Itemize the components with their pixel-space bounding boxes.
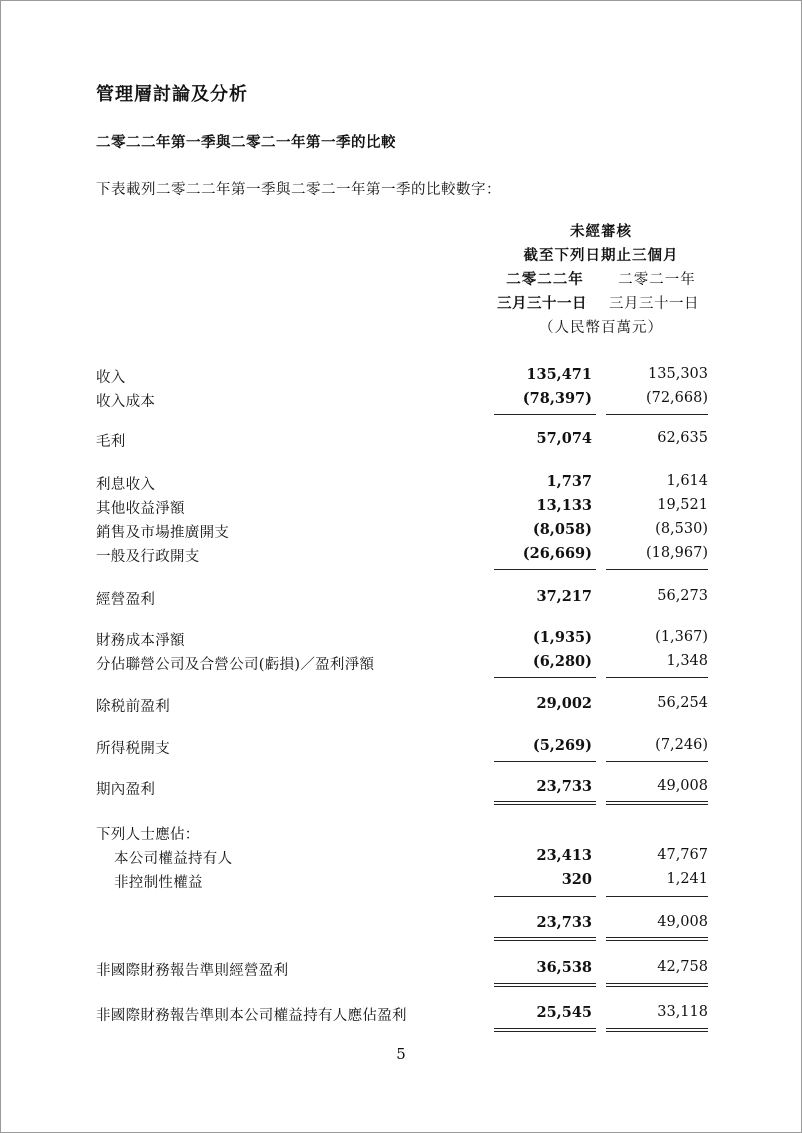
- table-row: [96, 653, 708, 675]
- row-value-2022: 57,074: [536, 430, 592, 447]
- table-row: [96, 737, 708, 759]
- row-label: 所得税開支: [96, 741, 170, 757]
- row-label: 利息收入: [96, 477, 156, 493]
- row-value-2021: 19,521: [657, 497, 708, 513]
- audit-label: 未經審核: [570, 224, 632, 240]
- table-row: [96, 521, 708, 543]
- row-value-2022: 25,545: [536, 1004, 592, 1021]
- row-label: 財務成本淨額: [96, 633, 185, 649]
- row-label: 收入成本: [96, 394, 156, 410]
- row-value-2022: (26,669): [522, 545, 592, 562]
- row-value-2021: 33,118: [657, 1004, 708, 1020]
- table-row: [96, 959, 708, 981]
- total-double-rule: [494, 986, 596, 987]
- table-row: [96, 497, 708, 519]
- col1-date: 三月三十一日: [497, 296, 587, 312]
- row-value-2021: (7,246): [655, 737, 708, 753]
- row-value-2022: 135,471: [526, 366, 592, 383]
- row-label: 非控制性權益: [114, 875, 203, 891]
- table-row: [96, 629, 708, 651]
- row-value-2021: 49,008: [657, 914, 708, 930]
- total-double-rule: [606, 983, 708, 984]
- row-value-2022: 320: [561, 871, 592, 888]
- row-value-2022: (1,935): [532, 629, 592, 646]
- total-double-rule: [606, 986, 708, 987]
- row-value-2021: 1,241: [666, 871, 708, 887]
- row-value-2022: 36,538: [536, 959, 592, 976]
- table-row: [96, 871, 708, 893]
- row-value-2022: 1,737: [546, 473, 592, 490]
- row-value-2022: 23,733: [536, 914, 592, 931]
- row-label: 本公司權益持有人: [114, 851, 233, 867]
- row-value-2021: (8,530): [655, 521, 708, 537]
- row-value-2021: 1,614: [666, 473, 708, 489]
- table-row: [96, 823, 708, 845]
- row-label: 非國際財務報告準則經營盈利: [96, 963, 289, 979]
- subtotal-rule: [494, 761, 596, 762]
- table-row: [96, 390, 708, 412]
- total-double-rule: [606, 804, 708, 805]
- table-row: [96, 473, 708, 495]
- row-value-2022: (5,269): [532, 737, 592, 754]
- subtotal-rule: [606, 896, 708, 897]
- row-value-2022: 23,413: [536, 847, 592, 864]
- subtotal-rule: [494, 896, 596, 897]
- row-label: 毛利: [96, 434, 126, 450]
- row-value-2022: 23,733: [536, 778, 592, 795]
- row-label: 下列人士應佔：: [96, 827, 200, 843]
- period-label: 截至下列日期止三個月: [523, 248, 679, 264]
- row-value-2021: 47,767: [657, 847, 708, 863]
- total-double-rule: [494, 937, 596, 938]
- total-double-rule: [494, 1028, 596, 1029]
- section-subtitle: 二零二二年第一季與二零二一年第一季的比較: [96, 135, 396, 151]
- row-value-2022: (8,058): [532, 521, 592, 538]
- table-row: [96, 778, 708, 800]
- row-value-2021: 62,635: [657, 430, 708, 446]
- unit-label: （人民幣百萬元）: [539, 320, 663, 336]
- total-double-rule: [606, 1031, 708, 1032]
- col2-year: 二零二一年: [618, 272, 696, 288]
- row-value-2022: (78,397): [522, 390, 592, 407]
- intro-text: 下表載列二零二二年第一季與二零二一年第一季的比較數字：: [96, 182, 501, 198]
- row-label: 一般及行政開支: [96, 549, 200, 565]
- table-row: [96, 366, 708, 388]
- total-double-rule: [606, 940, 708, 941]
- total-double-rule: [606, 1028, 708, 1029]
- total-double-rule: [606, 937, 708, 938]
- total-double-rule: [494, 940, 596, 941]
- table-row: [96, 695, 708, 717]
- page-number: 5: [396, 1045, 406, 1063]
- row-value-2021: 1,348: [666, 653, 708, 669]
- row-label: 經營盈利: [96, 592, 156, 608]
- page-title: 管理層討論及分析: [96, 84, 248, 105]
- row-label: 收入: [96, 370, 126, 386]
- table-row: [96, 545, 708, 567]
- table-row: [96, 1004, 708, 1026]
- row-value-2021: 49,008: [657, 778, 708, 794]
- total-double-rule: [494, 801, 596, 802]
- subtotal-rule: [606, 677, 708, 678]
- total-double-rule: [606, 801, 708, 802]
- col2-date: 三月三十一日: [609, 296, 699, 312]
- table-row: [96, 430, 708, 452]
- row-value-2021: 135,303: [648, 366, 708, 382]
- table-row: [96, 914, 708, 936]
- row-label: 期內盈利: [96, 782, 156, 798]
- row-value-2021: 56,254: [657, 695, 708, 711]
- row-value-2022: (6,280): [532, 653, 592, 670]
- total-double-rule: [494, 1031, 596, 1032]
- row-value-2021: (72,668): [645, 390, 708, 406]
- row-label: 銷售及市場推廣開支: [96, 525, 230, 541]
- subtotal-rule: [606, 569, 708, 570]
- subtotal-rule: [494, 414, 596, 415]
- subtotal-rule: [494, 677, 596, 678]
- row-label: 其他收益淨額: [96, 501, 185, 517]
- row-label: 非國際財務報告準則本公司權益持有人應佔盈利: [96, 1008, 407, 1024]
- subtotal-rule: [494, 569, 596, 570]
- total-double-rule: [494, 983, 596, 984]
- subtotal-rule: [606, 414, 708, 415]
- row-value-2021: (18,967): [645, 545, 708, 561]
- row-label: 除税前盈利: [96, 699, 170, 715]
- row-value-2022: 37,217: [536, 588, 592, 605]
- subtotal-rule: [606, 761, 708, 762]
- row-value-2021: 56,273: [657, 588, 708, 604]
- row-label: 分佔聯營公司及合營公司(虧損)／盈利淨額: [96, 657, 375, 673]
- row-value-2022: 13,133: [536, 497, 592, 514]
- table-row: [96, 847, 708, 869]
- row-value-2022: 29,002: [536, 695, 592, 712]
- row-value-2021: 42,758: [657, 959, 708, 975]
- table-row: [96, 588, 708, 610]
- row-value-2021: (1,367): [655, 629, 708, 645]
- col1-year: 二零二二年: [506, 272, 584, 288]
- total-double-rule: [494, 804, 596, 805]
